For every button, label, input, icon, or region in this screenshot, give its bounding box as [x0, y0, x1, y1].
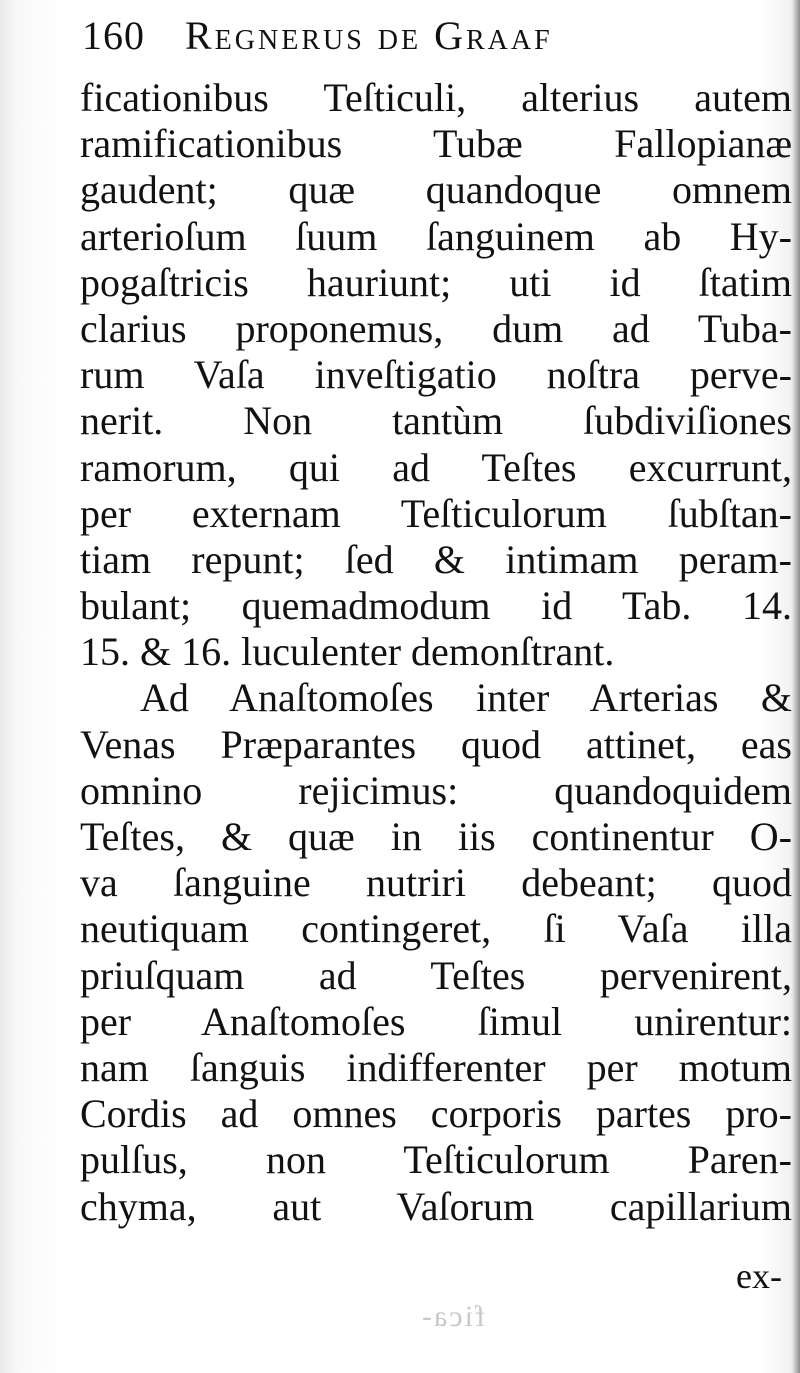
text-line: va ſanguine nutriri debeant; quod — [80, 860, 792, 906]
text-line: rum Vaſa inveſtigatio noſtra perve- — [80, 352, 792, 398]
page-header — [82, 12, 762, 72]
text-line: priuſquam ad Teſtes pervenirent, — [80, 952, 792, 998]
page-number: 160 — [82, 13, 145, 58]
text-line: arterioſum ſuum ſanguinem ab Hy- — [80, 213, 792, 259]
text-line: nam ſanguis indifferenter per motum — [80, 1044, 792, 1090]
text-line: nerit. Non tantùm ſubdiviſiones — [80, 398, 792, 444]
text-line: tiam repunt; ſed & intimam peram- — [80, 536, 792, 582]
bleed-through-text: fica- — [420, 1300, 485, 1333]
text-line: clarius proponemus, dum ad Tuba- — [80, 305, 792, 351]
running-head: Regnerus de Graaf — [185, 13, 553, 58]
spine-shadow — [792, 0, 800, 1373]
body-text — [80, 75, 792, 1230]
text-line: per externam Teſticulorum ſubſtan- — [80, 490, 792, 536]
text-line: ramorum, qui ad Teſtes excurrunt, — [80, 444, 792, 490]
text-line: bulant; quemadmodum id Tab. 14. — [80, 583, 792, 629]
text-line: omnino rejicimus: quandoquidem — [80, 767, 792, 813]
text-line: ficationibus Teſticuli, alterius autem — [80, 75, 792, 120]
text-line: Teſtes, & quæ in iis continentur O- — [80, 814, 792, 859]
text-line: per Anaſtomoſes ſimul unirentur: — [80, 998, 792, 1044]
text-line: ramificationibus Tubæ Fallopianæ — [80, 121, 792, 167]
text-line: Venas Præparantes quod attinet, eas — [80, 721, 792, 767]
paragraph-first-line: Ad Anaſtomoſes inter Arterias & — [140, 675, 792, 721]
catchword: ex- — [736, 1256, 782, 1296]
text-line: pogaſtricis hauriunt; uti id ſtatim — [80, 259, 792, 305]
text-line: pulſus, non Teſticulorum Paren- — [80, 1137, 792, 1183]
text-line: Cordis ad omnes corporis partes pro- — [80, 1091, 792, 1137]
text-line: 15. & 16. luculenter demonſtrant. — [80, 629, 615, 675]
text-line: chyma, aut Vaſorum capillarium — [80, 1183, 792, 1229]
text-line: neutiquam contingeret, ſi Vaſa illa — [80, 906, 792, 952]
text-line: gaudent; quæ quandoque omnem — [80, 167, 792, 213]
